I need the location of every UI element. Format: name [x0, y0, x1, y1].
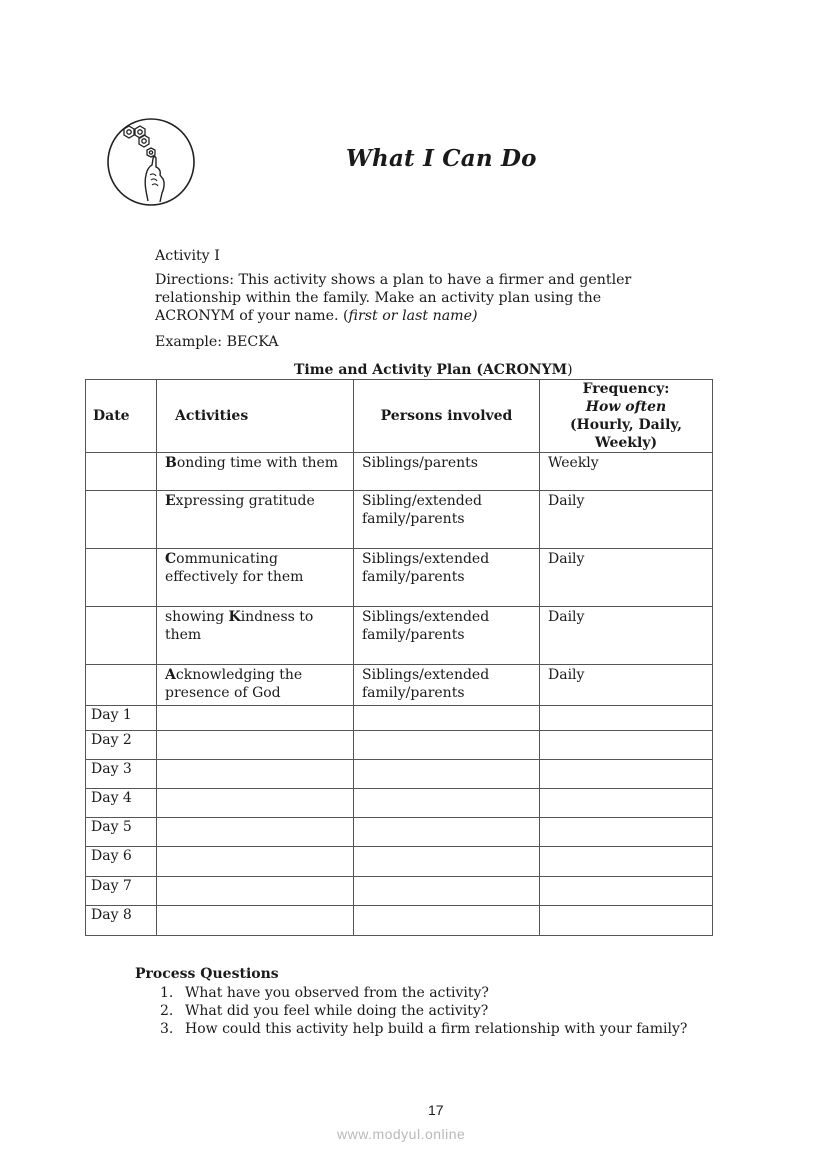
activity-cell: [157, 453, 354, 491]
process-questions-list: [160, 984, 687, 1038]
list-item: [160, 1002, 687, 1020]
frequency-input-cell[interactable]: [540, 706, 713, 731]
activity-input-cell[interactable]: [157, 818, 354, 847]
day-label: Day 4: [86, 789, 157, 818]
frequency-cell: Daily: [540, 491, 713, 549]
acronym-letter: A: [165, 667, 176, 683]
activity-text: cknowledging the presence of God: [165, 667, 303, 701]
frequency-cell: Daily: [540, 665, 713, 706]
persons-input-cell[interactable]: [354, 847, 540, 877]
day-label: Day 2: [86, 731, 157, 760]
activity-input-cell[interactable]: [157, 731, 354, 760]
list-item: [160, 1020, 687, 1038]
activity-text: ommunicating effectively for them: [165, 551, 304, 585]
day-label: Day 1: [86, 706, 157, 731]
question-text: What did you feel while doing the activity?: [185, 1003, 489, 1019]
day-row: [86, 906, 713, 936]
date-cell: [86, 549, 157, 607]
header-frequency: [540, 380, 713, 453]
question-number: 2.: [160, 1003, 174, 1019]
frequency-cell: Daily: [540, 607, 713, 665]
date-cell: [86, 453, 157, 491]
table-row: [86, 491, 713, 549]
table-row: [86, 665, 713, 706]
activity-cell: [157, 491, 354, 549]
day-row: [86, 706, 713, 731]
frequency-line-4: Weekly): [594, 435, 658, 451]
activity-input-cell[interactable]: [157, 847, 354, 877]
directions-line-3: [155, 307, 478, 325]
frequency-input-cell[interactable]: [540, 731, 713, 760]
header-date: Date: [86, 380, 157, 453]
persons-input-cell[interactable]: [354, 760, 540, 789]
watermark: www.modyul.online: [337, 1126, 466, 1142]
process-questions-title: Process Questions: [135, 966, 279, 982]
frequency-input-cell[interactable]: [540, 760, 713, 789]
question-text: How could this activity help build a firm relationship with your family?: [185, 1021, 688, 1037]
day-row: [86, 877, 713, 906]
activity-cell: [157, 549, 354, 607]
frequency-input-cell[interactable]: [540, 789, 713, 818]
day-label: Day 3: [86, 760, 157, 789]
day-row: [86, 789, 713, 818]
list-item: [160, 984, 687, 1002]
persons-input-cell[interactable]: [354, 789, 540, 818]
activity-prefix: showing: [165, 609, 229, 625]
persons-cell: Siblings/extended family/parents: [354, 549, 540, 607]
day-label: Day 8: [86, 906, 157, 936]
frequency-line-2: How often: [585, 399, 667, 415]
table-row: [86, 607, 713, 665]
acronym-letter: B: [165, 455, 177, 471]
acronym-letter: K: [228, 609, 241, 625]
persons-input-cell[interactable]: [354, 731, 540, 760]
frequency-input-cell[interactable]: [540, 847, 713, 877]
question-number: 1.: [160, 985, 174, 1001]
frequency-cell: Weekly: [540, 453, 713, 491]
persons-cell: Siblings/extended family/parents: [354, 607, 540, 665]
directions-line-2: relationship within the family. Make an activity plan using the: [155, 290, 602, 306]
persons-input-cell[interactable]: [354, 906, 540, 936]
table-caption-close: ): [567, 362, 573, 378]
acronym-letter: C: [165, 551, 177, 567]
date-cell: [86, 607, 157, 665]
table-row: [86, 453, 713, 491]
header-persons: Persons involved: [354, 380, 540, 453]
persons-cell: Sibling/extended family/parents: [354, 491, 540, 549]
date-cell: [86, 491, 157, 549]
activity-text: indness to them: [165, 609, 314, 643]
day-row: [86, 818, 713, 847]
table-row: [86, 549, 713, 607]
frequency-input-cell[interactable]: [540, 818, 713, 847]
frequency-input-cell[interactable]: [540, 906, 713, 936]
activity-cell: [157, 665, 354, 706]
activity-text: onding time with them: [176, 455, 339, 471]
page-number: 17: [428, 1102, 444, 1118]
date-cell: [86, 665, 157, 706]
frequency-input-cell[interactable]: [540, 877, 713, 906]
day-row: [86, 760, 713, 789]
day-row: [86, 847, 713, 877]
question-text: What have you observed from the activity?: [185, 985, 489, 1001]
acronym-letter: E: [165, 493, 176, 509]
activity-text: xpressing gratitude: [175, 493, 315, 509]
persons-cell: Siblings/parents: [354, 453, 540, 491]
frequency-line-3: (Hourly, Daily,: [569, 417, 683, 433]
table-caption-main: Time and Activity Plan (ACRONYM: [294, 362, 568, 378]
frequency-cell: Daily: [540, 549, 713, 607]
persons-input-cell[interactable]: [354, 818, 540, 847]
table-caption: [294, 362, 573, 378]
activity-plan-table: [85, 379, 713, 936]
activity-input-cell[interactable]: [157, 706, 354, 731]
day-label: Day 5: [86, 818, 157, 847]
activity-input-cell[interactable]: [157, 906, 354, 936]
directions-text: ACRONYM of your name. (: [155, 308, 349, 324]
directions-italic-note: first or last name): [348, 308, 478, 324]
activity-input-cell[interactable]: [157, 877, 354, 906]
activity-input-cell[interactable]: [157, 789, 354, 818]
activity-input-cell[interactable]: [157, 760, 354, 789]
table-header-row: [86, 380, 713, 453]
activity-cell: [157, 607, 354, 665]
example-label: Example: BECKA: [155, 334, 279, 350]
page-title: What I Can Do: [346, 145, 537, 172]
frequency-line-1: Frequency:: [582, 381, 670, 397]
persons-input-cell[interactable]: [354, 706, 540, 731]
question-number: 3.: [160, 1021, 174, 1037]
day-label: Day 6: [86, 847, 157, 877]
persons-input-cell[interactable]: [354, 877, 540, 906]
header-activities: Activities: [157, 380, 354, 453]
directions-line-1: Directions: This activity shows a plan to have a firmer and gentler: [155, 272, 632, 288]
day-row: [86, 731, 713, 760]
activity-label: Activity I: [155, 248, 220, 264]
day-label: Day 7: [86, 877, 157, 906]
hand-with-gears-icon: [106, 117, 196, 207]
persons-cell: Siblings/extended family/parents: [354, 665, 540, 706]
